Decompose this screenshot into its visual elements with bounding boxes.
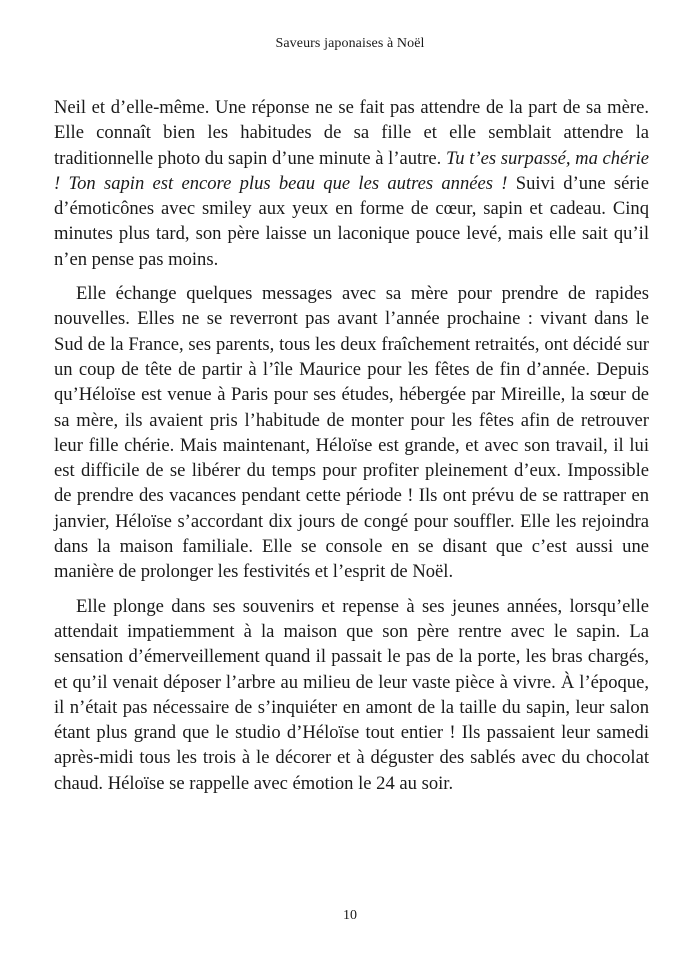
paragraph-2: Elle échange quelques messages avec sa mère pour prendre de rapides nouvelles. Elles ne se reverront pas avant l’année prochaine : vivant dans le Sud de la France, ses parents, tous les deux fraîchement retraités, ont décidé sur un coup de tête de partir à l’île Maurice pour les fêtes de fin d’année. Depuis qu’Héloïse est venue à Paris pour ses études, hébergée par Mireille, la sœur de sa mère, ils avaient pris l’habitude de monter pour les fêtes afin de retrouver leur fille chérie. Mais maintenant, Héloïse est grande, et avec son travail, il lui est difficile de se libérer du temps pour profiter pleinement d’eux. Impossible de prendre des vacances pendant cette période ! Ils ont prévu de se rattraper en janvier, Héloïse s’accordant dix jours de congé pour souffler. Elle les rejoindra dans la maison familiale. Elle se console en se disant que c’est aussi une manière de prolonger les festivités et l’esprit de Noël. (54, 283, 649, 583)
paragraph-1-italic-quote: Tu t’es surpassé, ma chérie ! Ton sapin est encore plus beau que les autres années ! (54, 147, 649, 194)
running-header: Saveurs japonaises à Noël (275, 36, 425, 51)
paragraph-3: Elle plonge dans ses souvenirs et repense à ses jeunes années, lorsqu’elle attendait impatiemment à la maison que son père rentre avec le sapin. La sensation d’émerveillement quand il passait le pas de la porte, les bras chargés, et qu’il venait déposer l’arbre au milieu de leur vaste pièce à vivre. À l’époque, il n’était pas nécessaire de s’inquiéter en amont de la taille du sapin, leur salon étant plus grand que le studio d’Héloïse tout entier ! Ils passaient leur samedi après-midi tous les trois à le décorer et à déguster des sablés avec du chocolat chaud. Héloïse se rappelle avec émotion le 24 au soir. (54, 595, 649, 794)
paragraph-1 (54, 95, 649, 272)
paragraph-1-text-end: Suivi d’une série d’émoticônes avec smiley aux yeux en forme de cœur, sapin et cadeau. Cinq minutes plus tard, son père laisse un laconique pouce levé, mais elle sait qu’il n’en pense pas moins. (54, 172, 649, 270)
page-number: 10 (343, 908, 357, 923)
body-text (54, 95, 649, 796)
paragraph-1-text-start: Neil et d’elle-même. Une réponse ne se fait pas attendre de la part de sa mère. Elle connaît bien les habitudes de sa fille et elle semblait attendre la traditionnelle photo du sapin d’une minute à l’autre. (54, 97, 649, 169)
